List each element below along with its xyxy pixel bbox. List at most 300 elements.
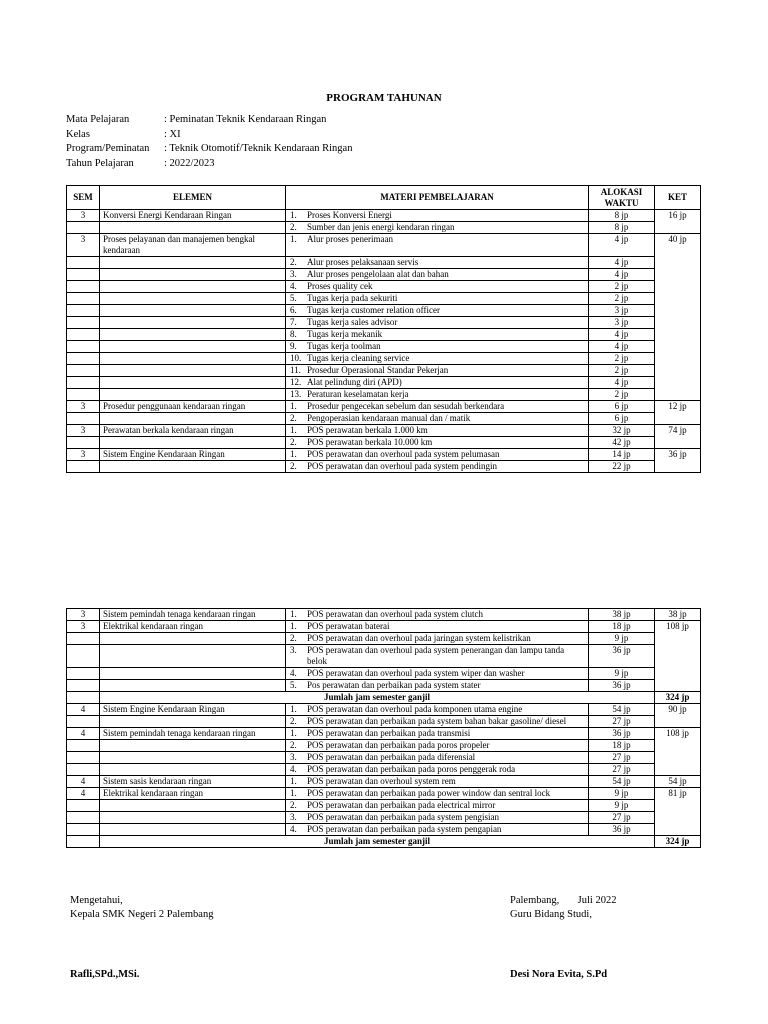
- elemen-cell: [100, 222, 286, 234]
- elemen-cell: [100, 668, 286, 680]
- materi-cell: [286, 461, 589, 473]
- materi-number: 4.: [290, 764, 297, 774]
- sem-cell: 4: [67, 704, 100, 716]
- table-row: [67, 704, 701, 716]
- elemen-cell: [100, 305, 286, 317]
- ket-cell: 81 jp: [655, 788, 701, 836]
- alokasi-cell: 14 jp: [589, 449, 655, 461]
- materi-number: 2.: [290, 437, 297, 447]
- sem-cell: 3: [67, 401, 100, 413]
- materi-cell: [286, 222, 589, 234]
- alokasi-cell: 8 jp: [589, 210, 655, 222]
- sem-cell: [67, 305, 100, 317]
- materi-number: 1.: [290, 621, 297, 631]
- alokasi-cell: 18 jp: [589, 621, 655, 633]
- materi-number: 1.: [290, 425, 297, 435]
- sem-cell: [67, 633, 100, 645]
- materi-cell: [286, 210, 589, 222]
- sem-cell: [67, 222, 100, 234]
- sem-cell: [67, 692, 100, 704]
- alokasi-cell: 32 jp: [589, 425, 655, 437]
- table-row: [67, 341, 701, 353]
- materi-text: POS perawatan dan perbaikan pada power window dan sentral lock: [307, 788, 551, 798]
- info-row: [66, 113, 352, 128]
- info-label: Mata Pelajaran: [66, 114, 130, 125]
- signature-left-line2: Kepala SMK Negeri 2 Palembang: [70, 908, 214, 920]
- materi-number: 13.: [290, 389, 302, 399]
- table-row: [67, 836, 701, 848]
- materi-number: 2.: [290, 413, 297, 423]
- header-elemen: ELEMEN: [100, 186, 286, 210]
- elemen-cell: Sistem Engine Kendaraan Ringan: [100, 449, 286, 461]
- materi-number: 1.: [290, 788, 297, 798]
- materi-number: 1.: [290, 234, 297, 244]
- alokasi-cell: 2 jp: [589, 365, 655, 377]
- ket-cell: 324 jp: [655, 692, 701, 704]
- materi-number: 1.: [290, 776, 297, 786]
- table-row: [67, 389, 701, 401]
- ket-cell: 74 jp: [655, 425, 701, 449]
- elemen-cell: Perawatan berkala kendaraan ringan: [100, 425, 286, 437]
- materi-text: Alur proses pengelolaan alat dan bahan: [307, 269, 449, 279]
- elemen-cell: [100, 461, 286, 473]
- table-row: [67, 645, 701, 668]
- alokasi-cell: 36 jp: [589, 680, 655, 692]
- ket-cell: 108 jp: [655, 728, 701, 776]
- table-row: [67, 257, 701, 269]
- materi-cell: [286, 437, 589, 449]
- materi-cell: [286, 377, 589, 389]
- materi-cell: [286, 401, 589, 413]
- materi-number: 4.: [290, 824, 297, 834]
- page-title: PROGRAM TAHUNAN: [326, 92, 442, 104]
- info-value: : Teknik Otomotif/Teknik Kendaraan Ringan: [164, 143, 353, 154]
- materi-text: Tugas kerja sales advisor: [307, 317, 398, 327]
- materi-text: Pengoperasian kendaraan manual dan / matik: [307, 413, 471, 423]
- materi-number: 2.: [290, 633, 297, 643]
- materi-text: Alur proses penerimaan: [307, 234, 393, 244]
- header-alokasi: ALOKASI WAKTU: [589, 186, 655, 210]
- sem-cell: [67, 437, 100, 449]
- elemen-cell: [100, 764, 286, 776]
- materi-cell: [286, 317, 589, 329]
- alokasi-cell: 3 jp: [589, 305, 655, 317]
- materi-text: POS perawatan dan perbaikan pada system pengisian: [307, 812, 499, 822]
- materi-number: 1.: [290, 609, 297, 619]
- info-label: Program/Peminatan: [66, 143, 150, 154]
- materi-text: POS perawatan dan overhoul pada jaringan system kelistrikan: [307, 633, 531, 643]
- materi-cell: [286, 413, 589, 425]
- table-row: [67, 401, 701, 413]
- materi-number: 2.: [290, 740, 297, 750]
- table-row: [67, 222, 701, 234]
- elemen-cell: [100, 437, 286, 449]
- sem-cell: [67, 836, 100, 848]
- table-row: [67, 317, 701, 329]
- table-row: [67, 812, 701, 824]
- ket-cell: 90 jp: [655, 704, 701, 728]
- materi-text: Peraturan keselamatan kerja: [307, 389, 409, 399]
- sem-cell: [67, 668, 100, 680]
- table-row: [67, 449, 701, 461]
- sem-cell: 4: [67, 776, 100, 788]
- header-materi: MATERI PEMBELAJARAN: [286, 186, 589, 210]
- sem-cell: [67, 645, 100, 668]
- materi-cell: [286, 788, 589, 800]
- sem-cell: [67, 812, 100, 824]
- elemen-cell: Sistem sasis kendaraan ringan: [100, 776, 286, 788]
- materi-text: POS perawatan dan perbaikan pada poros propeler: [307, 740, 490, 750]
- alokasi-cell: 9 jp: [589, 800, 655, 812]
- elemen-cell: [100, 752, 286, 764]
- materi-text: POS perawatan dan perbaikan pada transmisi: [307, 728, 471, 738]
- elemen-cell: [100, 645, 286, 668]
- materi-number: 11.: [290, 365, 301, 375]
- info-value: : XI: [164, 128, 181, 140]
- elemen-cell: [100, 389, 286, 401]
- materi-cell: [286, 449, 589, 461]
- ket-cell: 54 jp: [655, 776, 701, 788]
- alokasi-cell: 4 jp: [589, 234, 655, 257]
- materi-number: 3.: [290, 269, 297, 279]
- materi-cell: [286, 329, 589, 341]
- alokasi-cell: 2 jp: [589, 293, 655, 305]
- materi-text: Proses Konversi Energi: [307, 210, 392, 220]
- signature-right-line2: Guru Bidang Studi,: [510, 908, 592, 920]
- elemen-cell: [100, 633, 286, 645]
- materi-number: 6.: [290, 305, 297, 315]
- materi-number: 1.: [290, 728, 297, 738]
- table-row: [67, 716, 701, 728]
- table-row: [67, 668, 701, 680]
- total-label: Jumlah jam semester ganjil: [100, 836, 655, 848]
- materi-text: Tugas kerja toolman: [307, 341, 381, 351]
- materi-text: POS perawatan dan perbaikan pada poros penggerak roda: [307, 764, 516, 774]
- header-sem: SEM: [67, 186, 100, 210]
- materi-cell: [286, 269, 589, 281]
- sem-cell: [67, 341, 100, 353]
- table-row: [67, 425, 701, 437]
- table-row: [67, 377, 701, 389]
- info-row: [66, 128, 352, 143]
- sem-cell: [67, 389, 100, 401]
- table-row: [67, 740, 701, 752]
- sem-cell: [67, 281, 100, 293]
- materi-number: 2.: [290, 257, 297, 267]
- elemen-cell: [100, 269, 286, 281]
- materi-number: 8.: [290, 329, 297, 339]
- elemen-cell: [100, 293, 286, 305]
- materi-text: Tugas kerja customer relation officer: [307, 305, 440, 315]
- sem-cell: [67, 764, 100, 776]
- elemen-cell: [100, 377, 286, 389]
- info-row: [66, 142, 352, 157]
- materi-number: 2.: [290, 461, 297, 471]
- sem-cell: [67, 377, 100, 389]
- elemen-cell: [100, 413, 286, 425]
- elemen-cell: Prosedur penggunaan kendaraan ringan: [100, 401, 286, 413]
- signature-left: [70, 894, 213, 921]
- materi-cell: [286, 257, 589, 269]
- ket-cell: 36 jp: [655, 449, 701, 473]
- elemen-cell: Konversi Energi Kendaraan Ringan: [100, 210, 286, 222]
- info-label: Tahun Pelajaran: [66, 157, 134, 169]
- sem-cell: [67, 824, 100, 836]
- materi-cell: [286, 752, 589, 764]
- sem-cell: [67, 800, 100, 812]
- table-row: [67, 752, 701, 764]
- elemen-cell: [100, 824, 286, 836]
- materi-number: 10.: [290, 353, 302, 363]
- info-row: [66, 157, 352, 172]
- table-row: [67, 633, 701, 645]
- materi-cell: [286, 668, 589, 680]
- ket-cell: 108 jp: [655, 621, 701, 692]
- table-row: [67, 764, 701, 776]
- table-row: [67, 210, 701, 222]
- materi-cell: [286, 353, 589, 365]
- alokasi-cell: 3 jp: [589, 317, 655, 329]
- table-row: [67, 281, 701, 293]
- alokasi-cell: 22 jp: [589, 461, 655, 473]
- materi-number: 12.: [290, 377, 302, 387]
- alokasi-cell: 36 jp: [589, 728, 655, 740]
- elemen-cell: [100, 740, 286, 752]
- info-value: : Peminatan Teknik Kendaraan Ringan: [164, 114, 327, 125]
- materi-cell: [286, 680, 589, 692]
- materi-cell: [286, 824, 589, 836]
- alokasi-cell: 27 jp: [589, 812, 655, 824]
- alokasi-cell: 42 jp: [589, 437, 655, 449]
- alokasi-cell: 54 jp: [589, 776, 655, 788]
- alokasi-cell: 4 jp: [589, 341, 655, 353]
- sem-cell: [67, 293, 100, 305]
- materi-text: POS perawatan dan perbaikan pada system bahan bakar gasoline/ diesel: [307, 716, 567, 726]
- materi-number: 1.: [290, 704, 297, 714]
- materi-number: 4.: [290, 668, 297, 678]
- table-row: [67, 413, 701, 425]
- materi-text: Pos perawatan dan perbaikan pada system stater: [307, 680, 481, 690]
- sem-cell: 3: [67, 234, 100, 257]
- materi-number: 2.: [290, 222, 297, 232]
- table-row: [67, 692, 701, 704]
- materi-text: POS perawatan berkala 1.000 km: [307, 425, 428, 435]
- materi-number: 3.: [290, 752, 297, 762]
- materi-number: 9.: [290, 341, 297, 351]
- table-row: [67, 728, 701, 740]
- alokasi-cell: 36 jp: [589, 645, 655, 668]
- ket-cell: 16 jp: [655, 210, 701, 234]
- table-row: [67, 437, 701, 449]
- total-label: Jumlah jam semester ganjil: [100, 692, 655, 704]
- materi-cell: [286, 645, 589, 668]
- table-row: [67, 776, 701, 788]
- alokasi-cell: 4 jp: [589, 257, 655, 269]
- materi-text: POS perawatan dan overhoul pada system clutch: [307, 609, 483, 619]
- signature-right-line1: Palembang, Juli 2022: [510, 895, 617, 906]
- sem-cell: [67, 461, 100, 473]
- alokasi-cell: 27 jp: [589, 764, 655, 776]
- materi-text: POS perawatan dan perbaikan pada diferensial: [307, 752, 476, 762]
- table-row: [67, 269, 701, 281]
- table-row: [67, 800, 701, 812]
- materi-number: 4.: [290, 281, 297, 291]
- table-row: [67, 234, 701, 257]
- alokasi-cell: 4 jp: [589, 269, 655, 281]
- materi-text: POS perawatan dan perbaikan pada electrical mirror: [307, 800, 496, 810]
- materi-text: POS perawatan dan perbaikan pada system pengapian: [307, 824, 502, 834]
- signer-name-left: Rafli,SPd.,MSi.: [70, 969, 140, 980]
- elemen-cell: Elektrikal kendaraan ringan: [100, 788, 286, 800]
- alokasi-cell: 36 jp: [589, 824, 655, 836]
- materi-text: Alur proses pelaksanaan servis: [307, 257, 419, 267]
- elemen-cell: Elektrikal kendaraan ringan: [100, 621, 286, 633]
- table-row: [67, 609, 701, 621]
- sem-cell: [67, 269, 100, 281]
- materi-text: Prosedur pengecekan sebelum dan sesudah berkendara: [307, 401, 505, 411]
- materi-text: Prosedur Operasional Standar Pekerjan: [307, 365, 449, 375]
- materi-cell: [286, 740, 589, 752]
- elemen-cell: [100, 716, 286, 728]
- elemen-cell: [100, 257, 286, 269]
- program-table-part1: [66, 185, 701, 473]
- elemen-cell: [100, 341, 286, 353]
- alokasi-cell: 2 jp: [589, 281, 655, 293]
- table-row: [67, 788, 701, 800]
- ket-cell: 12 jp: [655, 401, 701, 425]
- signer-name-right: Desi Nora Evita, S.Pd: [510, 969, 608, 980]
- materi-cell: [286, 365, 589, 377]
- alokasi-cell: 6 jp: [589, 413, 655, 425]
- sem-cell: [67, 716, 100, 728]
- materi-cell: [286, 234, 589, 257]
- materi-cell: [286, 425, 589, 437]
- materi-number: 7.: [290, 317, 297, 327]
- sem-cell: [67, 740, 100, 752]
- materi-cell: [286, 293, 589, 305]
- materi-text: Proses quality cek: [307, 281, 373, 291]
- elemen-cell: [100, 365, 286, 377]
- table-row: [67, 329, 701, 341]
- elemen-cell: [100, 281, 286, 293]
- sem-cell: 3: [67, 449, 100, 461]
- materi-number: 1.: [290, 401, 297, 411]
- elemen-cell: [100, 812, 286, 824]
- header-ket: KET: [655, 186, 701, 210]
- ket-cell: 40 jp: [655, 234, 701, 401]
- alokasi-cell: 4 jp: [589, 377, 655, 389]
- sem-cell: 4: [67, 728, 100, 740]
- alokasi-cell: 8 jp: [589, 222, 655, 234]
- materi-text: POS perawatan dan overhoul pada system pendingin: [307, 461, 497, 471]
- sem-cell: [67, 365, 100, 377]
- materi-cell: [286, 341, 589, 353]
- materi-text: Tugas kerja pada sekuriti: [307, 293, 398, 303]
- materi-number: 1.: [290, 210, 297, 220]
- elemen-cell: Sistem pemindah tenaga kendaraan ringan: [100, 609, 286, 621]
- sem-cell: 3: [67, 621, 100, 633]
- materi-cell: [286, 776, 589, 788]
- table-row: [67, 680, 701, 692]
- alokasi-cell: 27 jp: [589, 716, 655, 728]
- materi-cell: [286, 621, 589, 633]
- materi-text: POS perawatan dan overhoul system rem: [307, 776, 456, 786]
- materi-text: POS perawatan dan overhoul pada system wiper dan washer: [307, 668, 525, 678]
- materi-cell: [286, 800, 589, 812]
- materi-cell: [286, 609, 589, 621]
- materi-cell: [286, 716, 589, 728]
- materi-text: Alat pelindung diri (APD): [307, 377, 402, 387]
- materi-text: POS perawatan dan overhoul pada komponen utama engine: [307, 704, 523, 714]
- sem-cell: [67, 680, 100, 692]
- alokasi-cell: 54 jp: [589, 704, 655, 716]
- alokasi-cell: 18 jp: [589, 740, 655, 752]
- alokasi-cell: 2 jp: [589, 353, 655, 365]
- materi-cell: [286, 389, 589, 401]
- elemen-cell: [100, 800, 286, 812]
- info-label: Kelas: [66, 128, 90, 140]
- alokasi-cell: 9 jp: [589, 633, 655, 645]
- sem-cell: [67, 353, 100, 365]
- materi-cell: [286, 764, 589, 776]
- program-table-part2: [66, 608, 701, 848]
- signature-right: [510, 894, 616, 921]
- alokasi-cell: 27 jp: [589, 752, 655, 764]
- table-row: [67, 824, 701, 836]
- table-row: [67, 461, 701, 473]
- materi-number: 5.: [290, 680, 297, 690]
- sem-cell: 3: [67, 210, 100, 222]
- materi-text: POS perawatan baterai: [307, 621, 390, 631]
- elemen-cell: [100, 329, 286, 341]
- materi-number: 2.: [290, 716, 297, 726]
- elemen-cell: [100, 317, 286, 329]
- alokasi-cell: 6 jp: [589, 401, 655, 413]
- materi-cell: [286, 305, 589, 317]
- materi-number: 3.: [290, 812, 297, 822]
- elemen-cell: [100, 680, 286, 692]
- info-value: : 2022/2023: [164, 157, 215, 169]
- materi-text: POS perawatan dan overhoul pada system pelumasan: [307, 449, 500, 459]
- materi-text: POS perawatan berkala 10.000 km: [307, 437, 433, 447]
- materi-cell: [286, 633, 589, 645]
- sem-cell: [67, 329, 100, 341]
- table-row: [67, 305, 701, 317]
- alokasi-cell: 4 jp: [589, 329, 655, 341]
- materi-number: 5.: [290, 293, 297, 303]
- materi-number: 1.: [290, 449, 297, 459]
- table-row: [67, 353, 701, 365]
- table-row: [67, 293, 701, 305]
- materi-cell: [286, 704, 589, 716]
- alokasi-cell: 2 jp: [589, 389, 655, 401]
- document-info: [66, 113, 352, 171]
- table-row: [67, 621, 701, 633]
- sem-cell: [67, 257, 100, 269]
- materi-cell: [286, 281, 589, 293]
- materi-text: POS perawatan dan overhoul pada system penerangan dan lampu tanda belok: [307, 645, 565, 666]
- materi-number: 2.: [290, 800, 297, 810]
- materi-cell: [286, 728, 589, 740]
- sem-cell: 3: [67, 609, 100, 621]
- alokasi-cell: 38 jp: [589, 609, 655, 621]
- materi-cell: [286, 812, 589, 824]
- sem-cell: 4: [67, 788, 100, 800]
- sem-cell: [67, 752, 100, 764]
- ket-cell: 38 jp: [655, 609, 701, 621]
- sem-cell: [67, 317, 100, 329]
- table-row: [67, 365, 701, 377]
